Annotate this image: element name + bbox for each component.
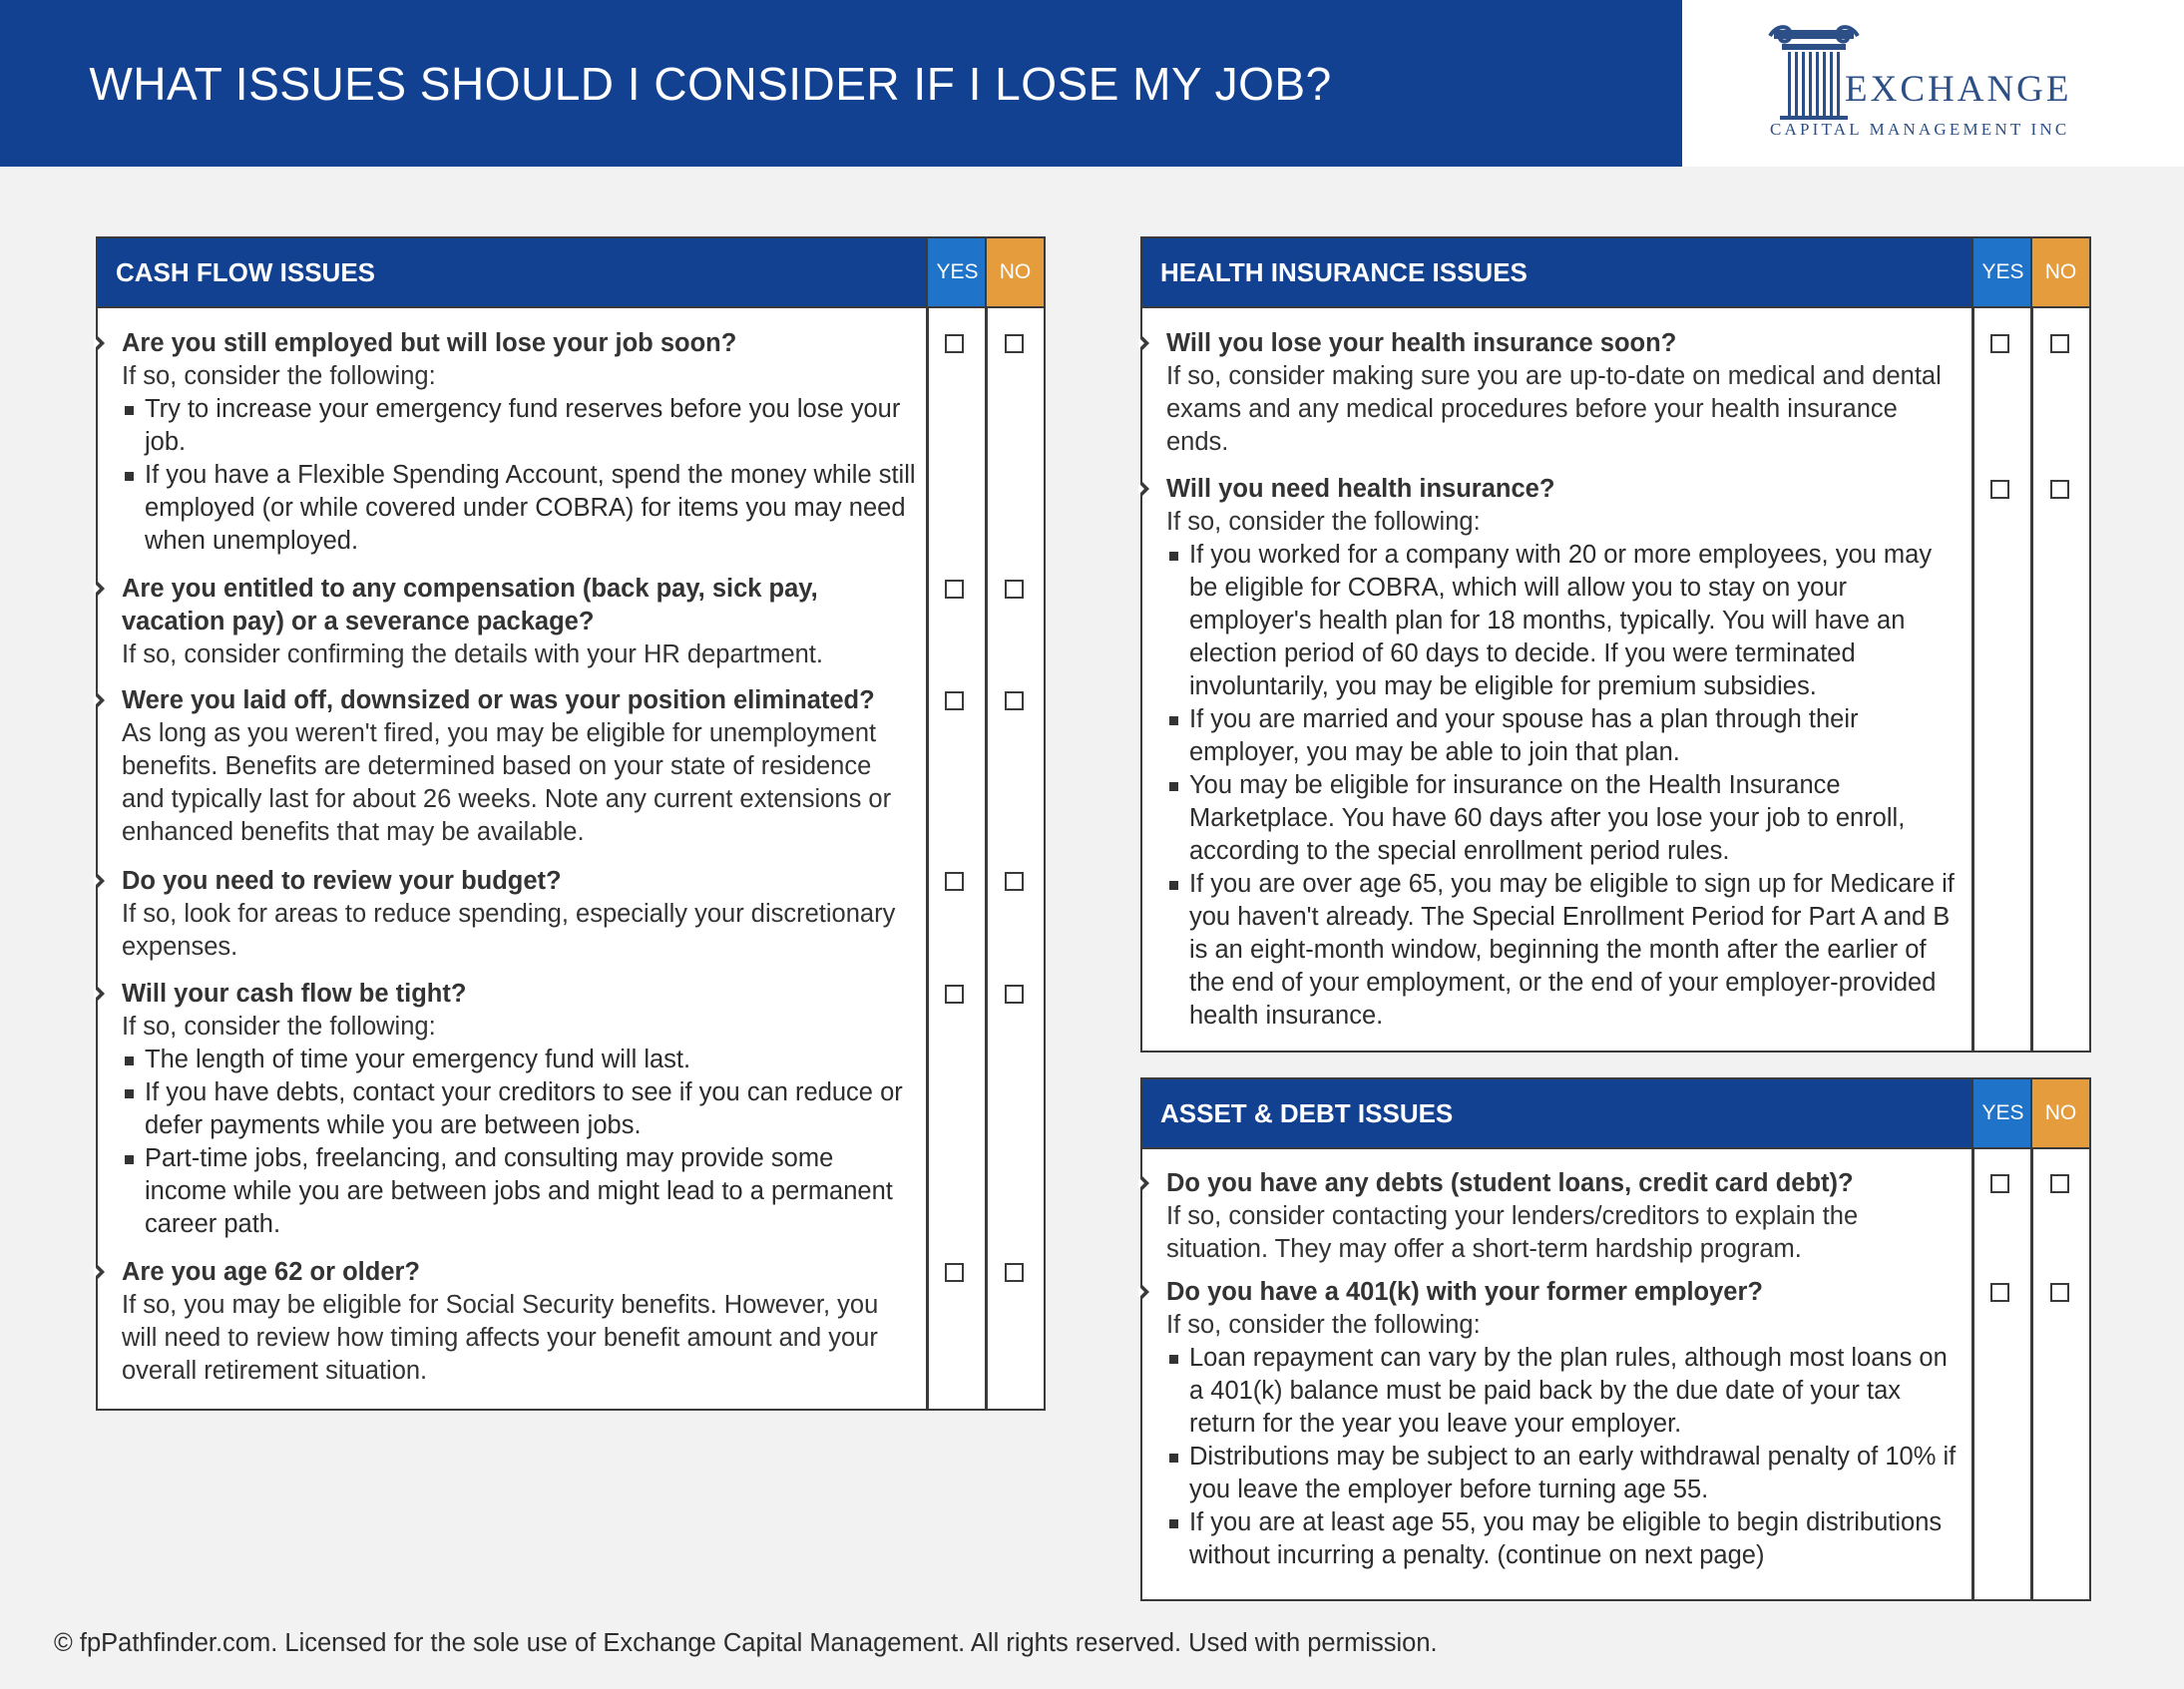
no-checkbox[interactable] bbox=[2050, 1283, 2069, 1302]
description: If so, consider the following: bbox=[1166, 508, 1481, 536]
bullet: If you are married and your spouse has a plan through their employer, you may be able to join that plan. bbox=[1166, 703, 1965, 769]
description: If so, you may be eligible for Social Security benefits. However, you will need to review how timing affects your benefit amount and your overall retirement situation. bbox=[122, 1291, 879, 1385]
bullet: Loan repayment can vary by the plan rules, although most loans on a 401(k) balance must be paid back by the due date of your tax return for the year you leave your employer. bbox=[1166, 1342, 1965, 1441]
yes-checkbox[interactable] bbox=[1990, 1174, 2009, 1193]
no-checkbox[interactable] bbox=[1005, 1263, 1024, 1282]
divider bbox=[985, 306, 988, 1409]
item-marker bbox=[96, 872, 105, 890]
logo bbox=[1682, 0, 2184, 167]
no-checkbox[interactable] bbox=[1005, 872, 1024, 891]
panel-title: ASSET & DEBT ISSUES bbox=[1160, 1098, 1454, 1128]
no-column-header: NO bbox=[985, 238, 1044, 308]
description: If so, consider confirming the details with your HR department. bbox=[122, 640, 823, 668]
checklist-item bbox=[122, 684, 920, 849]
item-marker bbox=[96, 691, 105, 709]
description: If so, consider the following: bbox=[1166, 1311, 1481, 1339]
checklist-item bbox=[1166, 1167, 1965, 1266]
bullet: If you worked for a company with 20 or more employees, you may be eligible for COBRA, which will allow you to stay on your employer's health plan for 18 months, typically. You will have an election period of 60 days to decide. If you were terminated involuntarily, you may be eligible for premium subsidies. bbox=[1166, 539, 1965, 703]
question: Will you lose your health insurance soon? bbox=[1166, 329, 1677, 357]
checklist-item bbox=[1166, 327, 1965, 459]
checklist-item bbox=[122, 327, 920, 558]
no-column-header: NO bbox=[2030, 238, 2089, 308]
bullet: If you have debts, contact your creditors to see if you can reduce or defer payments while you are between jobs. bbox=[122, 1076, 920, 1142]
divider bbox=[1971, 1147, 1974, 1599]
yes-column-header: YES bbox=[1971, 1079, 2032, 1149]
item-marker bbox=[96, 1263, 105, 1281]
description: If so, consider the following: bbox=[122, 1013, 436, 1041]
item-marker bbox=[1140, 1174, 1149, 1192]
no-checkbox[interactable] bbox=[1005, 691, 1024, 710]
yes-column-header: YES bbox=[926, 238, 987, 308]
question: Will you need health insurance? bbox=[1166, 475, 1555, 503]
item-marker bbox=[1140, 480, 1149, 498]
item-marker bbox=[1140, 1283, 1149, 1301]
yes-checkbox[interactable] bbox=[945, 985, 964, 1004]
divider bbox=[2030, 1147, 2033, 1599]
question: Do you have a 401(k) with your former employer? bbox=[1166, 1278, 1763, 1306]
item-marker bbox=[96, 985, 105, 1003]
logo-name: EXCHANGE bbox=[1845, 69, 2072, 110]
description: As long as you weren't fired, you may be eligible for unemployment benefits. Benefits are determined based on your state of residence and typically last for about 26 weeks. Note any current extensions or enhanced benefits that may be available. bbox=[122, 719, 892, 846]
no-checkbox[interactable] bbox=[2050, 334, 2069, 353]
no-checkbox[interactable] bbox=[1005, 985, 1024, 1004]
yes-column-header: YES bbox=[1971, 238, 2032, 308]
bullet: If you are at least age 55, you may be eligible to begin distributions without incurring a penalty. (continue on next page) bbox=[1166, 1506, 1965, 1572]
question: Will your cash flow be tight? bbox=[122, 980, 467, 1008]
health-insurance-panel bbox=[1140, 236, 2091, 1053]
yes-checkbox[interactable] bbox=[945, 691, 964, 710]
question: Do you have any debts (student loans, credit card debt)? bbox=[1166, 1169, 1854, 1197]
yes-checkbox[interactable] bbox=[945, 1263, 964, 1282]
yes-checkbox[interactable] bbox=[1990, 334, 2009, 353]
panel-header bbox=[98, 238, 1044, 308]
no-checkbox[interactable] bbox=[1005, 580, 1024, 599]
item-marker bbox=[1140, 334, 1149, 352]
no-checkbox[interactable] bbox=[2050, 1174, 2069, 1193]
copyright-footer: © fpPathfinder.com. Licensed for the sole use of Exchange Capital Management. All rights reserved. Used with permission. bbox=[54, 1629, 1438, 1657]
bullet: If you have a Flexible Spending Account, spend the money while still employed (or while covered under COBRA) for items you may need when unemployed. bbox=[122, 459, 920, 558]
no-column-header: NO bbox=[2030, 1079, 2089, 1149]
description: If so, look for areas to reduce spending, especially your discretionary expenses. bbox=[122, 900, 896, 961]
panel-title: CASH FLOW ISSUES bbox=[116, 257, 376, 287]
no-checkbox[interactable] bbox=[1005, 334, 1024, 353]
panel-header bbox=[1142, 1079, 2089, 1149]
divider bbox=[926, 306, 929, 1409]
question: Are you still employed but will lose your job soon? bbox=[122, 329, 737, 357]
divider bbox=[2030, 306, 2033, 1051]
bullet: The length of time your emergency fund will last. bbox=[122, 1044, 920, 1076]
description: If so, consider contacting your lenders/creditors to explain the situation. They may offer a short-term hardship program. bbox=[1166, 1202, 1859, 1263]
yes-checkbox[interactable] bbox=[945, 334, 964, 353]
checklist-item bbox=[122, 865, 920, 964]
no-checkbox[interactable] bbox=[2050, 480, 2069, 499]
yes-checkbox[interactable] bbox=[1990, 1283, 2009, 1302]
yes-checkbox[interactable] bbox=[1990, 480, 2009, 499]
checklist-item bbox=[122, 573, 920, 671]
question: Were you laid off, downsized or was your position eliminated? bbox=[122, 686, 875, 714]
bullet: You may be eligible for insurance on the Health Insurance Marketplace. You have 60 days after you lose your job to enroll, according to the special enrollment period rules. bbox=[1166, 769, 1965, 868]
asset-debt-panel bbox=[1140, 1077, 2091, 1601]
page-title-wrap bbox=[0, 0, 1806, 167]
item-marker bbox=[96, 334, 105, 352]
bullet: Try to increase your emergency fund reserves before you lose your job. bbox=[122, 393, 920, 459]
yes-checkbox[interactable] bbox=[945, 580, 964, 599]
question: Are you entitled to any compensation (back pay, sick pay, vacation pay) or a severance package? bbox=[122, 575, 818, 635]
checklist-item bbox=[1166, 473, 1965, 1033]
item-marker bbox=[96, 580, 105, 598]
panel-title: HEALTH INSURANCE ISSUES bbox=[1160, 257, 1528, 287]
yes-checkbox[interactable] bbox=[945, 872, 964, 891]
cash-flow-panel bbox=[96, 236, 1046, 1411]
checklist-item bbox=[122, 1256, 920, 1388]
checklist-item bbox=[1166, 1276, 1965, 1572]
page-title: WHAT ISSUES SHOULD I CONSIDER IF I LOSE MY JOB? bbox=[89, 57, 1332, 110]
description: If so, consider the following: bbox=[122, 362, 436, 390]
bullet: If you are over age 65, you may be eligible to sign up for Medicare if you haven't already. The Special Enrollment Period for Part A and B is an eight-month window, beginning the month after the earlier of the end of your employment, or the end of your employer-provided health insurance. bbox=[1166, 868, 1965, 1033]
question: Are you age 62 or older? bbox=[122, 1258, 421, 1286]
divider bbox=[1971, 306, 1974, 1051]
question: Do you need to review your budget? bbox=[122, 867, 562, 895]
logo-subtitle: CAPITAL MANAGEMENT INC bbox=[1770, 120, 2070, 139]
bullet: Part-time jobs, freelancing, and consulting may provide some income while you are between jobs and might lead to a permanent career path. bbox=[122, 1142, 920, 1241]
checklist-item bbox=[122, 978, 920, 1241]
bullet: Distributions may be subject to an early withdrawal penalty of 10% if you leave the employer before turning age 55. bbox=[1166, 1441, 1965, 1506]
panel-header bbox=[1142, 238, 2089, 308]
description: If so, consider making sure you are up-to-date on medical and dental exams and any medical procedures before your health insurance ends. bbox=[1166, 362, 1942, 456]
